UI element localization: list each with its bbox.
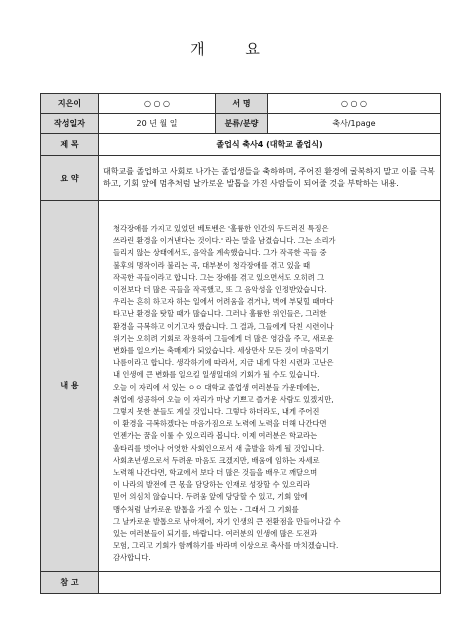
category-value: 축사/1page xyxy=(268,114,441,134)
subject-label: 제 목 xyxy=(41,134,99,156)
name-label: 서 명 xyxy=(216,94,268,114)
date-label: 작성일자 xyxy=(41,114,99,134)
content-cell xyxy=(99,201,441,572)
overview-form xyxy=(40,93,441,594)
name-value: ○ ○ ○ xyxy=(268,94,441,114)
date-value: 20 년 월 일 xyxy=(99,114,216,134)
note-value xyxy=(99,571,441,593)
row-writer xyxy=(41,94,441,114)
row-summary xyxy=(41,156,441,201)
row-subject xyxy=(41,134,441,156)
content-body: 청각장애를 가지고 있었던 베토벤은 '훌륭한 인간의 두드러진 특징은 쓰라린 환경을 이겨낸다는 것이다.' 라는 말을 남겼습니다. 그는 소리가 들리지 않는 상태에서도, 음악을 계속했습니다. 그가 작곡한 곡들 중 불후의 명작이라 불리는 곡, 대부분이 청각장애를 겪고 있을 때 작곡한 곡들이라고 합니다. 그는 장애를 겪고 있으면서도 오히려 그 이전보다 더 많은 곡들을 작곡했고, 또 그 음악성을 인정받았습니다. 우리는 흔히 하고자 하는 일에서 어려움을 겪거나, 벽에 부딪힐 때마다 타고난 환경을 탓할 때가 많습니다. 그러나 훌륭한 위인들은, 그러한 환경을 극복하고 이기고자 했습니다. 그 결과, 그들에게 닥친 시련이나 위기는 오히려 기회로 작용하여 그들에게 더 많은 영감을 주고, 새로운 변화를 일으키는 축매제가 되었습니다. 세상만사 모든 것이 마음먹기 나름이라고 합니다. 생각하기에 따라서, 지금 내게 닥친 시련과 고난은 내 인생에 큰 변화를 일으킬 일생일대의 기회가 될 수도 있습니다. 오늘 이 자리에 서 있는 ㅇㅇ 대학교 졸업생 여러분들 가운데에는, 취업에 성공하여 오늘 이 자리가 마냥 기쁘고 즐거운 사람도 있겠지만, 그렇지 못한 분들도 계실 것입니다. 그렇다 하더라도, 내게 주어진 이 환경을 극복하겠다는 마음가짐으로 노력에 노력을 더해 나간다면 언젠가는 꿈을 이룰 수 있으리라 봅니다. 이제 여러분은 학교라는 울타리를 벗어나 어엿한 사회인으로서 새 출발을 하게 될 것입니다. 사회초년생으로서 두려운 마음도 크겠지만, 배움에 임하는 자세로 노력해 나간다면, 학교에서 보다 더 많은 것들을 배우고 깨달으며 이 나라의 발전에 큰 몫을 담당하는 인재로 성장할 수 있으리라 믿어 의심치 않습니다. 두려움 앞에 당당할 수 있고, 기회 앞에 맹수처럼 날카로운 발톱을 가질 수 있는 - 그래서 그 기회를 그 날카로운 발톱으로 낚아채어, 자기 인생의 큰 전환점을 만들어나갈 수 있는 여러분들이 되기를, 바랍니다. 여러분의 인생에 많은 도전과 모험, 그리고 기회가 함께하기를 바라며 이상으로 축사를 마치겠습니다. 감사합니다. xyxy=(113,224,341,563)
page-title: 개 요 xyxy=(190,40,278,58)
content-label: 내 용 xyxy=(41,201,99,572)
writer-value: ○ ○ ○ xyxy=(99,94,216,114)
row-note xyxy=(41,571,441,593)
row-content xyxy=(41,201,441,572)
summary-value: 대학교를 졸업하고 사회로 나가는 졸업생들을 축하하며, 주어진 환경에 굴복하지 말고 이를 극복하고, 기회 앞에 멈추처럼 날카로운 발톱을 가진 사람들이 되어줄 것을 부탁하는 내용. xyxy=(99,156,441,201)
category-label: 분류/분량 xyxy=(216,114,268,134)
note-label: 참 고 xyxy=(41,571,99,593)
row-date xyxy=(41,114,441,134)
summary-label: 요 약 xyxy=(41,156,99,201)
writer-label: 지은이 xyxy=(41,94,99,114)
subject-value: 졸업식 축사4 (대학교 졸업식) xyxy=(99,134,441,156)
